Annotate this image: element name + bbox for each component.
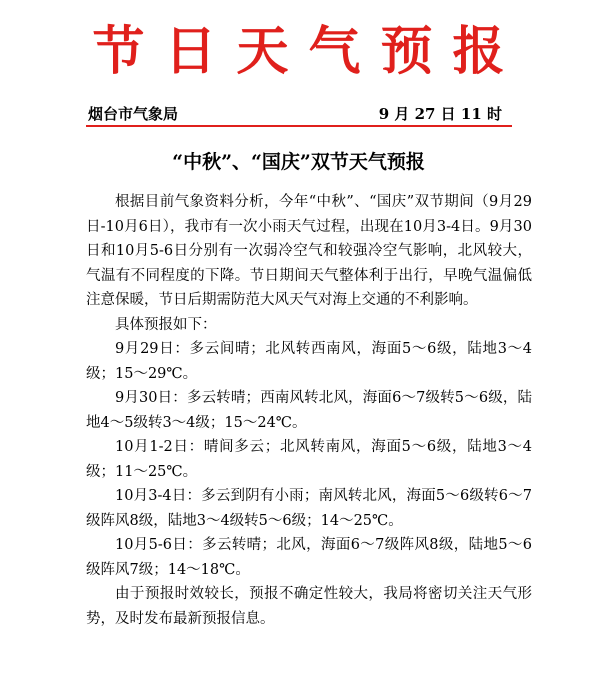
document-body	[86, 190, 532, 631]
forecast-item: 10月1-2日：晴间多云；北风转南风，海面5～6级，陆地3～4级；11～25℃。	[86, 439, 532, 480]
issuing-organization: 烟台市气象局	[88, 105, 179, 123]
document-title: “中秋”、“国庆”双节天气预报	[172, 151, 425, 173]
red-divider	[86, 125, 512, 127]
masthead-title: 节日天气预报	[92, 21, 525, 82]
intro-paragraph: 根据目前气象资料分析，今年“中秋”、“国庆”双节期间（9月29日-10月6日），我市有一次小雨天气过程，出现在10月3-4日。9月30日和10月5-6日分别有一次弱冷空气和较强冷空气影响，北风较大，气温有不同程度的下降。节日期间天气整体利于出行，早晚气温偏低注意保暖，节日后期需防范大风天气对海上交通的不利影响。	[86, 194, 532, 308]
forecast-item: 9月30日：多云转晴；西南风转北风，海面6～7级转5～6级，陆地4～5级转3～4级；15～24℃。	[86, 390, 532, 431]
forecast-item: 10月3-4日：多云到阴有小雨；南风转北风，海面5～6级转6～7级阵风8级，陆地3～4级转5～6级；14～25℃。	[86, 488, 532, 529]
forecast-heading: 具体预报如下：	[115, 316, 217, 333]
closing-paragraph: 由于预报时效较长，预报不确定性较大，我局将密切关注天气形势，及时发布最新预报信息。	[86, 586, 532, 627]
forecast-item: 9月29日：多云间晴；北风转西南风，海面5～6级，陆地3～4级；15～29℃。	[86, 341, 532, 382]
issuer-bar	[88, 104, 512, 126]
issue-date: 9 月 27 日 11 时	[378, 105, 502, 123]
forecast-item: 10月5-6日：多云转晴；北风，海面6～7级阵风8级，陆地5～6级阵风7级；14～18℃。	[86, 537, 532, 578]
